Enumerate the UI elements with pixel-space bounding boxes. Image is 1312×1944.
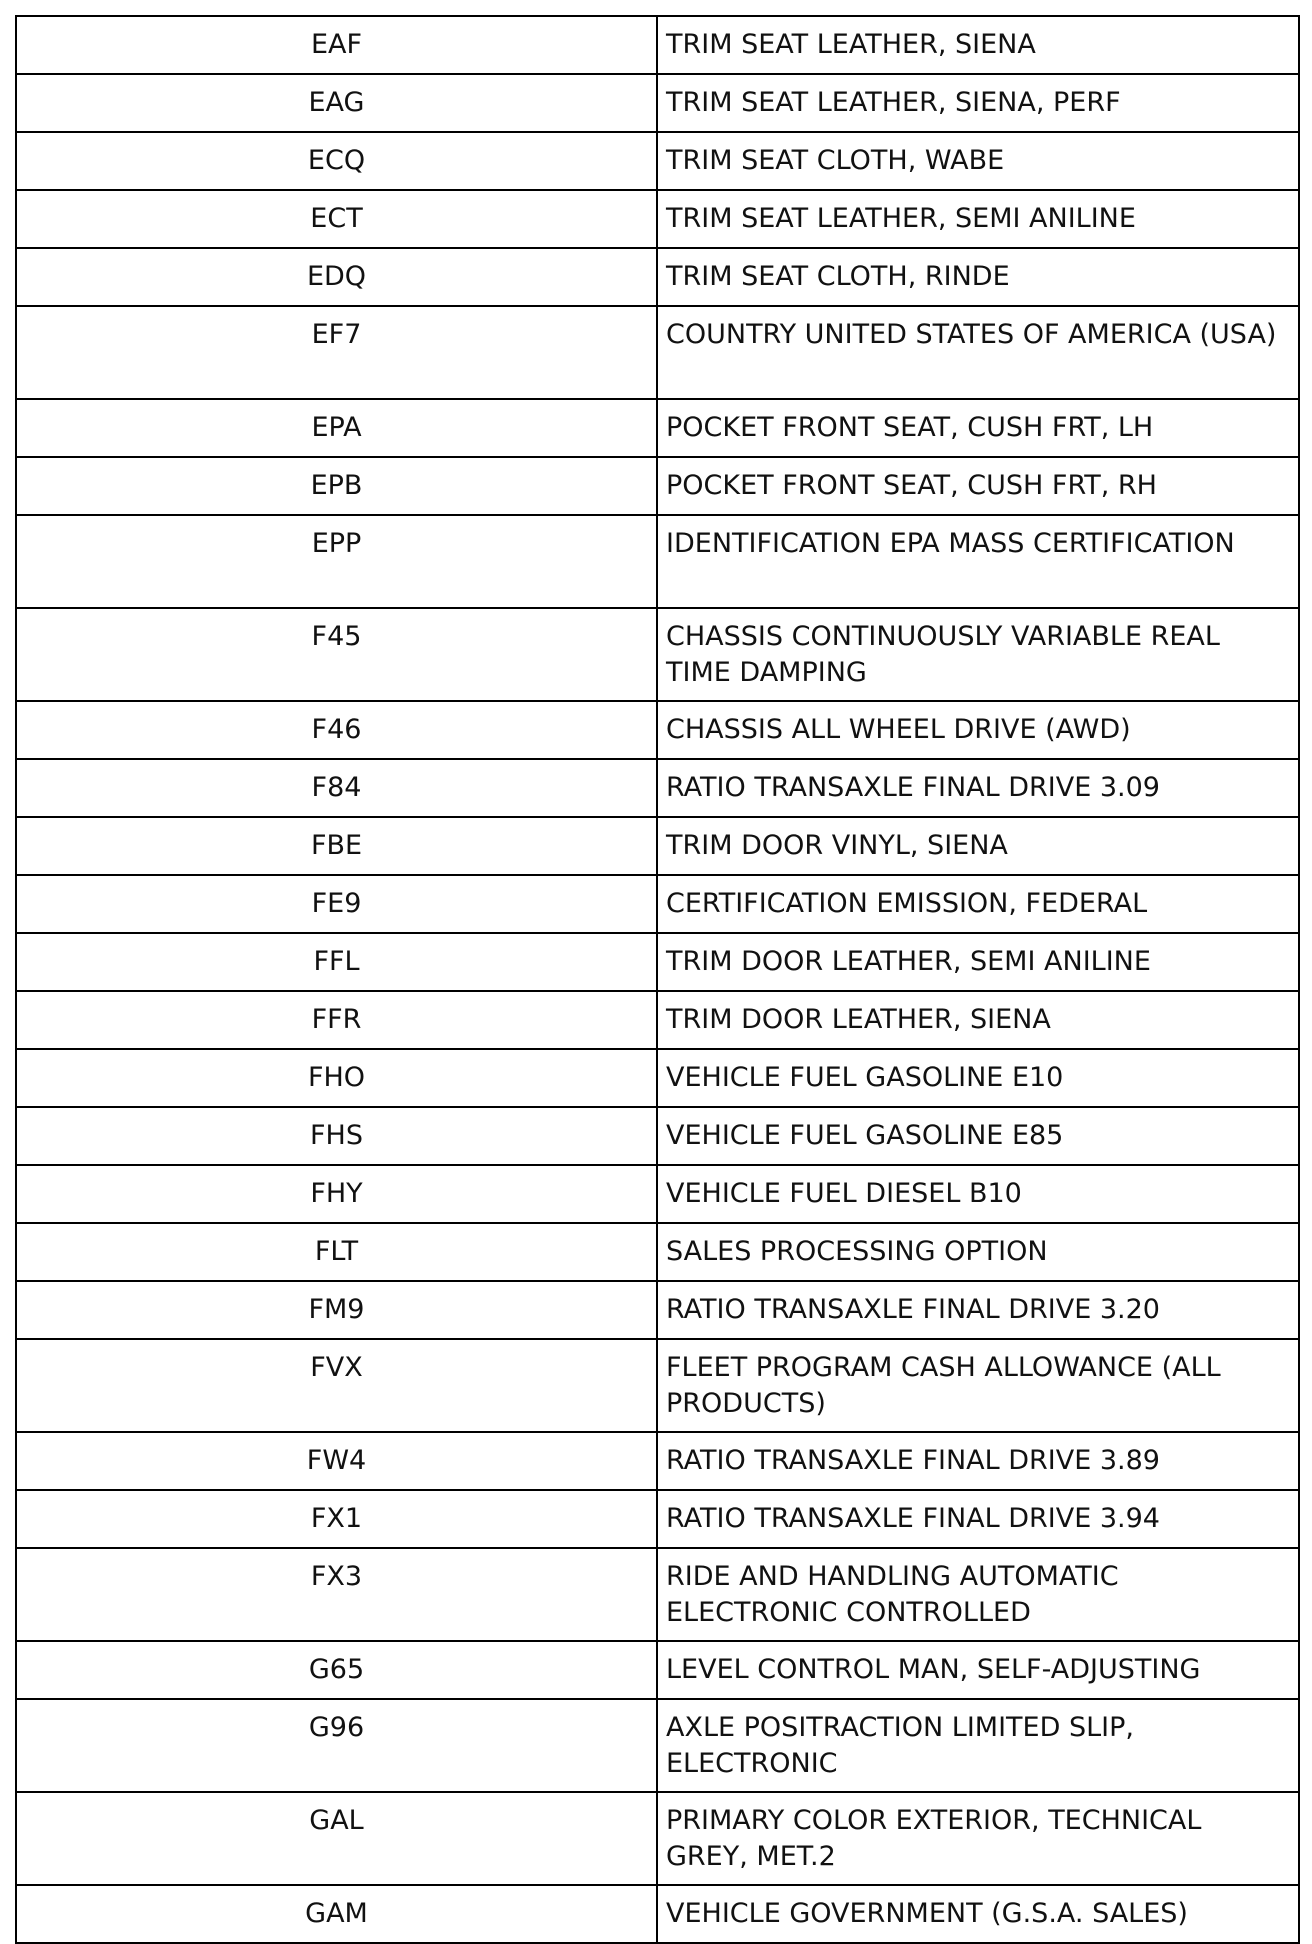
- option-code-cell: FLT: [16, 1223, 657, 1281]
- option-description-cell: LEVEL CONTROL MAN, SELF-ADJUSTING: [657, 1641, 1299, 1699]
- option-description-cell: POCKET FRONT SEAT, CUSH FRT, RH: [657, 457, 1299, 515]
- option-description-cell: POCKET FRONT SEAT, CUSH FRT, LH: [657, 399, 1299, 457]
- table-row: [16, 1699, 1299, 1792]
- option-description-cell: RATIO TRANSAXLE FINAL DRIVE 3.89: [657, 1432, 1299, 1490]
- option-code-cell: FX1: [16, 1490, 657, 1548]
- table-row: [16, 1339, 1299, 1432]
- table-row: [16, 457, 1299, 515]
- option-description-cell: PRIMARY COLOR EXTERIOR, TECHNICAL GREY, MET.2: [657, 1792, 1299, 1885]
- option-code-cell: FHO: [16, 1049, 657, 1107]
- option-code-cell: FFL: [16, 933, 657, 991]
- option-code-table: [15, 15, 1300, 1944]
- table-row: [16, 1885, 1299, 1943]
- option-code-cell: EDQ: [16, 248, 657, 306]
- option-code-cell: FVX: [16, 1339, 657, 1432]
- option-code-cell: EPB: [16, 457, 657, 515]
- table-row: [16, 1432, 1299, 1490]
- option-code-cell: FM9: [16, 1281, 657, 1339]
- option-code-cell: F45: [16, 608, 657, 701]
- option-description-cell: TRIM SEAT LEATHER, SIENA: [657, 16, 1299, 74]
- table-row: [16, 1548, 1299, 1641]
- option-code-table-body: [16, 16, 1299, 1943]
- option-description-cell: FLEET PROGRAM CASH ALLOWANCE (ALL PRODUCTS): [657, 1339, 1299, 1432]
- option-code-cell: ECQ: [16, 132, 657, 190]
- table-row: [16, 608, 1299, 701]
- table-row: [16, 1792, 1299, 1885]
- option-code-cell: EF7: [16, 306, 657, 399]
- option-code-cell: EPP: [16, 515, 657, 608]
- option-description-cell: TRIM SEAT CLOTH, WABE: [657, 132, 1299, 190]
- table-row: [16, 515, 1299, 608]
- table-row: [16, 1049, 1299, 1107]
- option-description-cell: TRIM DOOR VINYL, SIENA: [657, 817, 1299, 875]
- option-code-cell: FX3: [16, 1548, 657, 1641]
- option-description-cell: TRIM DOOR LEATHER, SEMI ANILINE: [657, 933, 1299, 991]
- option-description-cell: VEHICLE FUEL GASOLINE E10: [657, 1049, 1299, 1107]
- table-row: [16, 1490, 1299, 1548]
- option-description-cell: RATIO TRANSAXLE FINAL DRIVE 3.09: [657, 759, 1299, 817]
- option-description-cell: SALES PROCESSING OPTION: [657, 1223, 1299, 1281]
- option-code-cell: FBE: [16, 817, 657, 875]
- option-code-cell: ECT: [16, 190, 657, 248]
- option-code-cell: G65: [16, 1641, 657, 1699]
- table-row: [16, 16, 1299, 74]
- option-description-cell: COUNTRY UNITED STATES OF AMERICA (USA): [657, 306, 1299, 399]
- option-description-cell: RATIO TRANSAXLE FINAL DRIVE 3.94: [657, 1490, 1299, 1548]
- option-code-cell: G96: [16, 1699, 657, 1792]
- option-code-cell: EAF: [16, 16, 657, 74]
- option-description-cell: VEHICLE GOVERNMENT (G.S.A. SALES): [657, 1885, 1299, 1943]
- table-row: [16, 132, 1299, 190]
- option-description-cell: TRIM DOOR LEATHER, SIENA: [657, 991, 1299, 1049]
- option-description-cell: IDENTIFICATION EPA MASS CERTIFICATION: [657, 515, 1299, 608]
- option-description-cell: VEHICLE FUEL DIESEL B10: [657, 1165, 1299, 1223]
- option-code-cell: FW4: [16, 1432, 657, 1490]
- table-row: [16, 306, 1299, 399]
- table-row: [16, 190, 1299, 248]
- table-row: [16, 1223, 1299, 1281]
- table-row: [16, 933, 1299, 991]
- option-description-cell: RIDE AND HANDLING AUTOMATIC ELECTRONIC CONTROLLED: [657, 1548, 1299, 1641]
- option-description-cell: AXLE POSITRACTION LIMITED SLIP, ELECTRONIC: [657, 1699, 1299, 1792]
- table-row: [16, 817, 1299, 875]
- option-code-cell: GAM: [16, 1885, 657, 1943]
- option-description-cell: CERTIFICATION EMISSION, FEDERAL: [657, 875, 1299, 933]
- option-description-cell: TRIM SEAT LEATHER, SIENA, PERF: [657, 74, 1299, 132]
- option-description-cell: VEHICLE FUEL GASOLINE E85: [657, 1107, 1299, 1165]
- option-code-cell: F84: [16, 759, 657, 817]
- option-code-cell: FFR: [16, 991, 657, 1049]
- table-row: [16, 248, 1299, 306]
- table-row: [16, 1107, 1299, 1165]
- option-code-cell: GAL: [16, 1792, 657, 1885]
- option-code-cell: F46: [16, 701, 657, 759]
- table-row: [16, 74, 1299, 132]
- option-code-cell: FHS: [16, 1107, 657, 1165]
- option-description-cell: TRIM SEAT CLOTH, RINDE: [657, 248, 1299, 306]
- table-row: [16, 399, 1299, 457]
- option-code-cell: FE9: [16, 875, 657, 933]
- table-row: [16, 1641, 1299, 1699]
- option-code-cell: FHY: [16, 1165, 657, 1223]
- option-description-cell: CHASSIS CONTINUOUSLY VARIABLE REAL TIME DAMPING: [657, 608, 1299, 701]
- table-row: [16, 875, 1299, 933]
- option-code-cell: EPA: [16, 399, 657, 457]
- option-description-cell: CHASSIS ALL WHEEL DRIVE (AWD): [657, 701, 1299, 759]
- table-row: [16, 759, 1299, 817]
- table-row: [16, 991, 1299, 1049]
- option-code-cell: EAG: [16, 74, 657, 132]
- table-row: [16, 1281, 1299, 1339]
- option-description-cell: TRIM SEAT LEATHER, SEMI ANILINE: [657, 190, 1299, 248]
- option-description-cell: RATIO TRANSAXLE FINAL DRIVE 3.20: [657, 1281, 1299, 1339]
- table-row: [16, 701, 1299, 759]
- table-row: [16, 1165, 1299, 1223]
